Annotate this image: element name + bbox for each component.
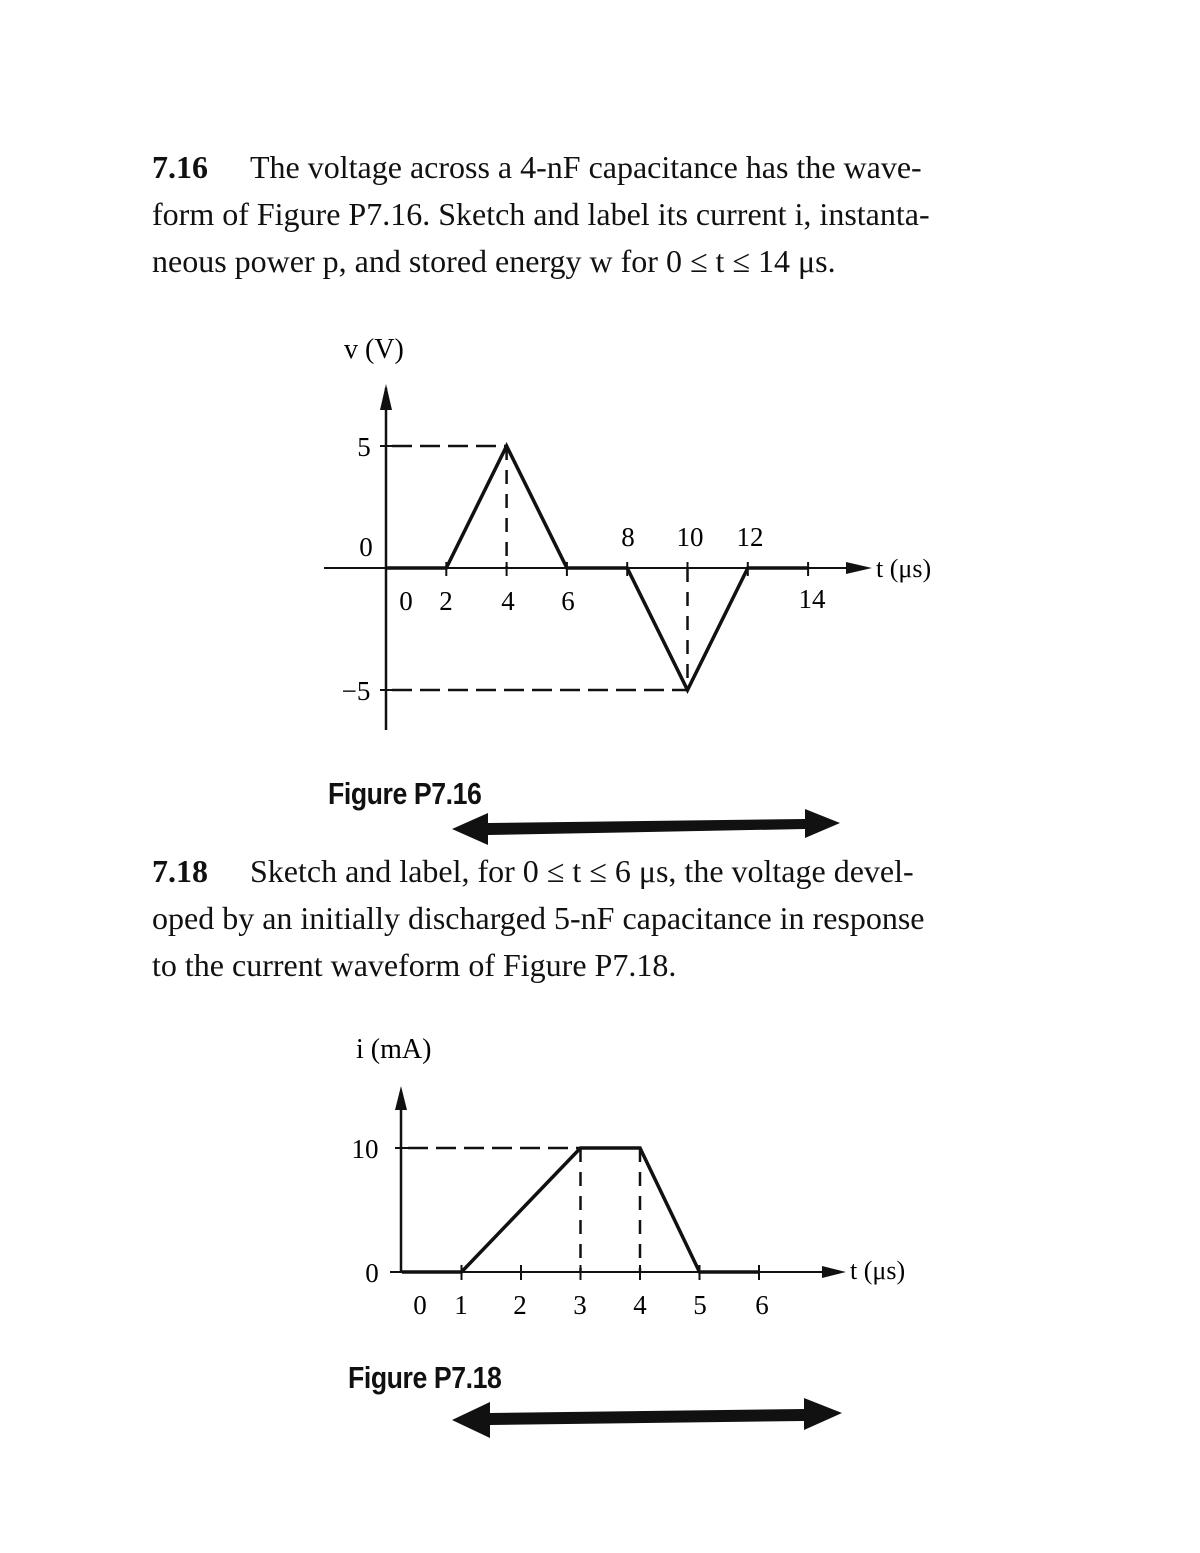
problem-text: Sketch and label, for 0 ≤ t ≤ 6 μs, the voltage devel- xyxy=(250,853,914,889)
x-tick-label: 10 xyxy=(676,522,704,552)
x-tick-label: 6 xyxy=(561,586,575,616)
y-tick-label: 0 xyxy=(365,1258,379,1288)
y-axis-arrowhead xyxy=(380,384,392,410)
x-axis-arrowhead xyxy=(846,562,872,574)
x-tick-label: 14 xyxy=(798,584,826,614)
double-arrow-1 xyxy=(452,809,840,845)
guide-lines xyxy=(408,1148,640,1272)
x-tick-label: 4 xyxy=(633,1290,647,1320)
problem-7-16-line-2: form of Figure P7.16. Sketch and label its current i, instanta- xyxy=(152,196,930,232)
tick-group xyxy=(352,1134,769,1320)
x-axis-arrowhead xyxy=(822,1266,846,1278)
problem-number: 7.16 xyxy=(152,149,208,185)
x-tick-label: 3 xyxy=(573,1290,587,1320)
y-axis-label: v (V) xyxy=(344,334,404,365)
figure-p7-16-caption: Figure P7.16 xyxy=(328,776,482,811)
x-axis-label: t (μs) xyxy=(876,554,932,583)
figure-p7-18-chart xyxy=(352,1034,906,1320)
x-tick-label: 4 xyxy=(501,586,515,616)
double-arrow-2 xyxy=(452,1398,842,1438)
y-tick-label: 10 xyxy=(351,1134,379,1164)
problem-7-16-line-3: neous power p, and stored energy w for 0 ≤ t ≤ 14 μs. xyxy=(152,243,836,279)
x-tick-label: 1 xyxy=(454,1290,468,1320)
problem-text: The voltage across a 4-nF capacitance has the wave- xyxy=(250,149,922,185)
x-tick-label: 12 xyxy=(736,522,764,552)
x-tick-label: 6 xyxy=(755,1290,769,1320)
figure-p7-18-caption: Figure P7.18 xyxy=(348,1360,502,1395)
x-tick-label: 0 xyxy=(413,1290,427,1320)
y-tick-label: −5 xyxy=(341,676,371,706)
problem-7-18-line-2: oped by an initially discharged 5-nF capacitance in response xyxy=(152,900,925,936)
y-axis xyxy=(380,384,392,730)
problem-number: 7.18 xyxy=(152,853,208,889)
x-axis-label: t (μs) xyxy=(850,1256,906,1285)
figure-p7-16-chart xyxy=(324,334,931,730)
x-tick-label: 2 xyxy=(513,1290,527,1320)
y-tick-label: 0 xyxy=(359,532,373,562)
y-axis-label: i (mA) xyxy=(356,1034,432,1065)
x-tick-label: 0 xyxy=(399,586,413,616)
y-axis xyxy=(395,1086,407,1272)
y-tick-label: 5 xyxy=(357,432,371,462)
x-tick-label: 2 xyxy=(439,586,453,616)
x-tick-label: 8 xyxy=(621,522,635,552)
y-axis-arrowhead xyxy=(395,1086,407,1110)
x-tick-label: 5 xyxy=(693,1290,707,1320)
problem-7-18-line-3: to the current waveform of Figure P7.18. xyxy=(152,947,677,983)
